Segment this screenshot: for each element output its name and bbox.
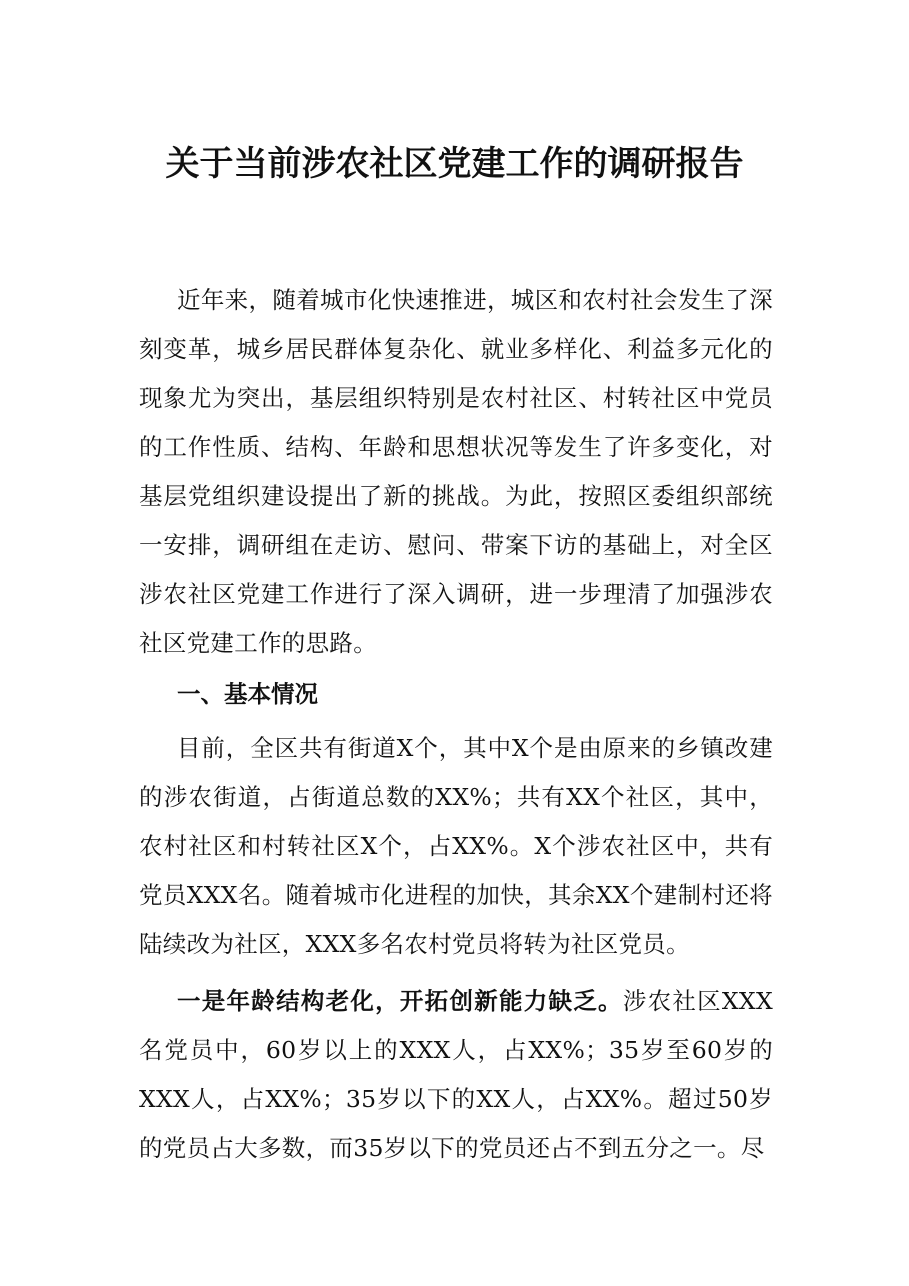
age-structure-text: 涉农社区XXX名党员中，60岁以上的XXX人，占XX%；35岁至60岁的XXX人，占XX%；35岁以下的XX人，占XX%。超过50岁的党员占大多数，而35岁以下的党员还占不到五分之一。尽: [139, 987, 773, 1162]
section-heading-basic-situation: 一、基本情况: [177, 680, 318, 708]
age-structure-paragraph: [139, 977, 773, 1173]
intro-paragraph: 近年来，随着城市化快速推进，城区和农村社会发生了深刻变革，城乡居民群体复杂化、就业多样化、利益多元化的现象尤为突出，基层组织特别是农村社区、村转社区中党员的工作性质、结构、年龄和思想状况等发生了许多变化，对基层党组织建设提出了新的挑战。为此，按照区委组织部统一安排，调研组在走访、慰问、带案下访的基础上，对全区涉农社区党建工作进行了深入调研，进一步理清了加强涉农社区党建工作的思路。: [139, 286, 773, 657]
basic-situation-paragraph: 目前，全区共有街道X个，其中X个是由原来的乡镇改建的涉农街道，占街道总数的XX%；共有XX个社区，其中，农村社区和村转社区X个，占XX%。X个涉农社区中，共有党员XXX名。随着城市化进程的加快，其余XX个建制村还将陆续改为社区，XXX多名农村党员将转为社区党员。: [139, 734, 773, 958]
document-title: 关于当前涉农社区党建工作的调研报告: [165, 144, 744, 184]
age-structure-lead: 一是年龄结构老化，开拓创新能力缺乏。: [177, 987, 623, 1015]
